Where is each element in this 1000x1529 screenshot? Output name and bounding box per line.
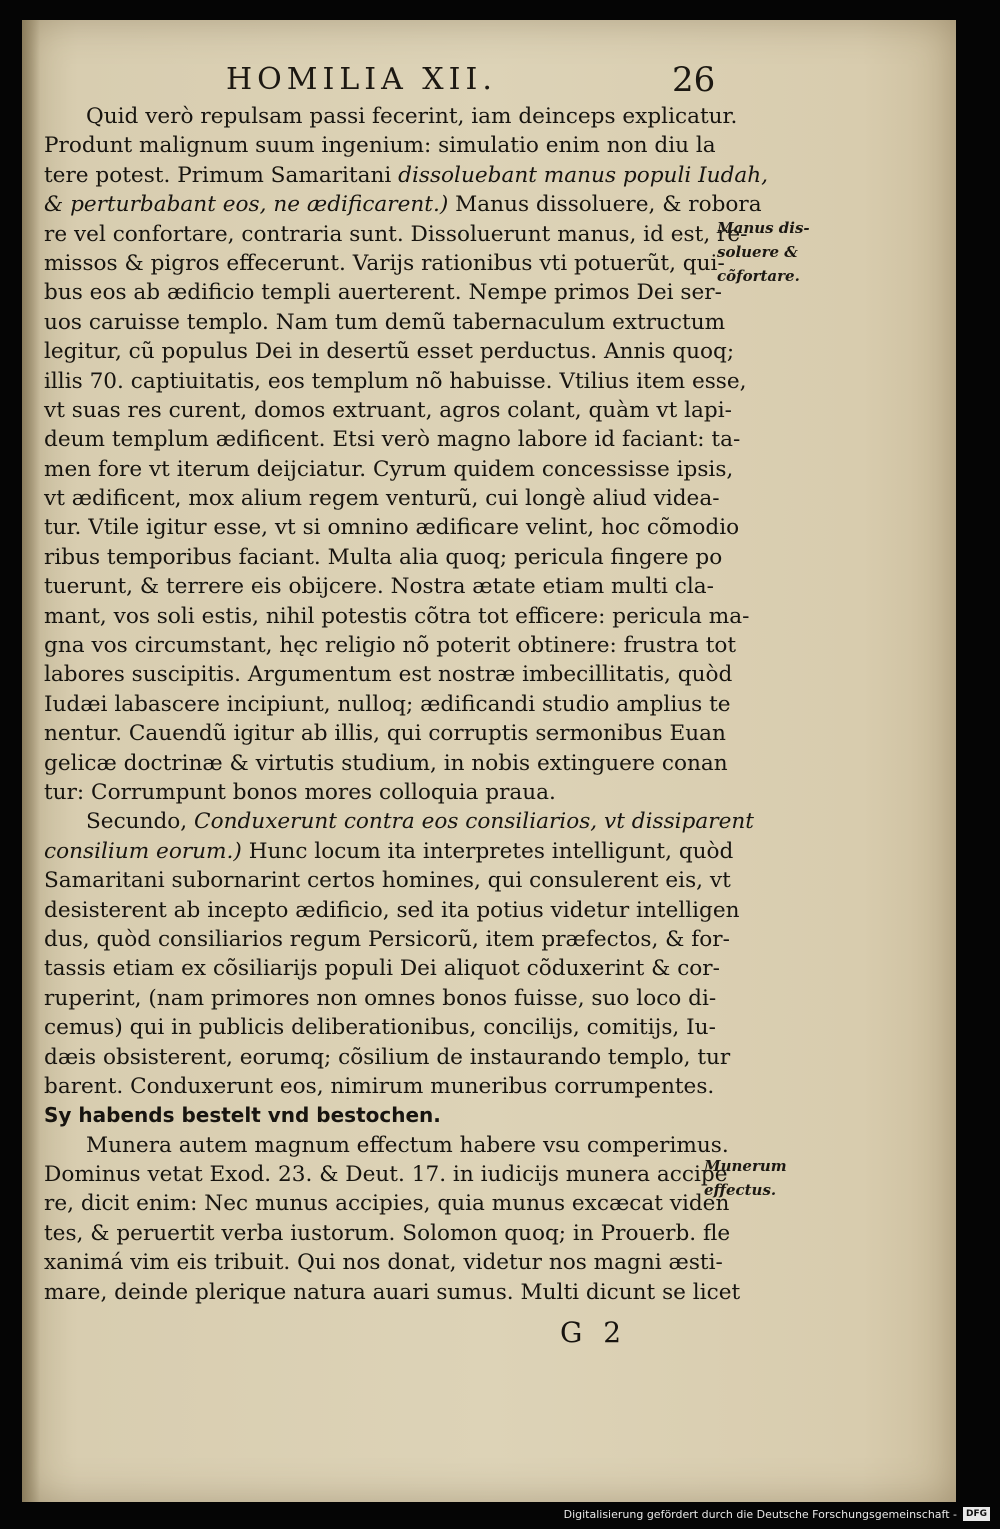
digitization-footer [564,1505,990,1523]
text-line [44,102,738,131]
text-line [44,778,734,807]
text-line [44,602,750,631]
text-segment: tuerunt, & terrere eis obijcere. Nostra ætate etiam multi cla- [44,574,714,600]
text-line [44,1278,741,1307]
text-segment: mant, vos soli estis, nihil potestis cõtra tot efficere: pericula ma- [44,603,750,629]
text-segment: dus, quòd consiliarios regum Persicorũ, item præfectos, & for- [44,926,730,952]
running-head: HOMILIA XII. [226,62,497,97]
text-line [44,484,734,513]
text-line [44,455,734,484]
text-segment: Secundo, [86,809,195,835]
text-segment: Produnt malignum suum ingenium: simulatio enim non diu la [44,133,716,159]
text-segment: tur. Vtile igitur esse, vt si omnino ædificare velint, hoc cõmodio [44,515,740,541]
book-page [22,20,956,1502]
text-segment: tassis etiam ex cõsiliarijs populi Dei aliquot cõduxerint & cor- [44,956,720,982]
text-segment: xanimá vim eis tribuit. Qui nos donat, videtur nos magni æsti- [44,1250,723,1276]
text-line [44,220,748,249]
text-segment: Dominus vetat Exod. 23. & Deut. 17. in iudicijs munera accipe [44,1162,728,1188]
text-segment: bus eos ab ædificio templi auerterent. Nempe primos Dei ser- [44,280,722,306]
dfg-logo: DFG [963,1507,990,1521]
text-segment: vt suas res curent, domos extruant, agros colant, quàm vt lapi- [44,397,732,423]
text-line [44,367,747,396]
text-segment: tere potest. Primum Samaritani [44,162,399,188]
text-segment: consilium eorum.) [44,838,242,864]
text-segment: Manus dissoluere, & robora [448,192,762,218]
text-line [44,1160,734,1189]
text-segment: uos caruisse templo. Nam tum demũ tabernaculum extructum [44,309,726,335]
text-segment: mare, deinde plerique natura auari sumus. Multi dicunt se licet [44,1279,741,1305]
text-segment: Munera autem magnum effectum habere vsu comperimus. [86,1132,729,1158]
text-line [44,543,734,572]
text-segment: gelicæ doctrinæ & virtutis studium, in nobis extinguere conan [44,750,728,776]
text-segment: illis 70. captiuitatis, eos templum nõ habuisse. Vtilius item esse, [44,368,747,394]
text-line [44,131,734,160]
text-segment: Conduxerunt contra eos consiliarios, vt dissiparent [194,809,754,835]
text-line [44,1248,734,1277]
text-line [44,337,734,366]
page-number: 26 [672,60,716,100]
text-segment: missos & pigros effecerunt. Varijs rationibus vti potuerũt, qui- [44,250,725,276]
margin-note-line: soluere & [717,243,798,261]
text-segment: re vel confortare, contraria sunt. Dissoluerunt manus, id est, re- [44,221,748,247]
text-line [44,807,754,836]
margin-note-line: Manus dis- [717,219,810,237]
text-line [44,1219,734,1248]
text-segment: Quid verò repulsam passi fecerint, iam deinceps explicatur. [86,104,738,129]
text-line [44,1013,734,1042]
text-segment: & perturbabant eos, ne ædificarent.) [44,192,449,218]
text-line [44,278,734,307]
text-line [44,837,734,866]
text-segment: dæis obsisterent, eorumq; cõsilium de instaurando templo, tur [44,1044,731,1070]
text-segment: labores suscipitis. Argumentum est nostræ imbecillitatis, quòd [44,662,733,688]
text-line [44,896,740,925]
margin-note-munerum [704,1154,834,1202]
text-segment: nentur. Cauendũ igitur ab illis, qui corruptis sermonibus Euan [44,721,726,747]
text-segment: Sy habends bestelt vnd bestochen. [44,1103,441,1128]
text-segment: tur: Corrumpunt bonos mores colloquia praua. [44,779,556,805]
text-line [44,690,734,719]
text-line [44,572,734,601]
text-line [44,396,734,425]
text-segment: gna vos circumstant, hęc religio nõ poterit obtinere: frustra tot [44,633,737,659]
text-line [44,190,762,219]
signature-mark: G 2 [560,1316,628,1349]
text-line [44,249,734,278]
text-line [44,1131,734,1160]
text-segment: ribus temporibus faciant. Multa alia quoq; pericula fingere po [44,544,723,570]
text-segment: tes, & peruertit verba iustorum. Solomon quoq; in Prouerb. fle [44,1220,731,1246]
text-line [44,660,734,689]
text-line [44,513,740,542]
page-gutter-shadow [22,20,40,1502]
text-segment: dissoluebant manus populi Iudah, [398,162,769,188]
footer-text: Digitalisierung gefördert durch die Deutsche Forschungsgemeinschaft - [563,1507,957,1521]
text-segment: ruperint, (nam primores non omnes bonos fuisse, suo loco di- [44,985,717,1011]
text-line [44,954,734,983]
text-line [44,925,734,954]
text-segment: re, dicit enim: Nec munus accipies, quia munus excæcat viden [44,1191,730,1217]
text-segment: cemus) qui in publicis deliberationibus, concilijs, comitijs, Iu- [44,1015,716,1041]
text-line [44,984,734,1013]
text-line [44,631,737,660]
margin-note-line: effectus. [704,1181,777,1199]
margin-note-line: cõfortare. [717,267,800,285]
text-segment: deum templum ædificent. Etsi verò magno labore id faciant: ta- [44,427,741,453]
margin-note-line: Munerum [704,1157,787,1175]
text-segment: Hunc locum ita interpretes intelligunt, quòd [241,838,734,864]
margin-note-manus [717,216,847,288]
text-line [44,1072,734,1101]
text-segment: vt ædificent, mox alium regem venturũ, cui longè aliud videa- [44,486,720,512]
text-line [44,1101,734,1130]
text-line [44,1189,734,1218]
text-line [44,308,734,337]
text-segment: desisterent ab incepto ædificio, sed ita potius videtur intelligen [44,897,740,923]
text-line [44,719,734,748]
text-segment: legitur, cũ populus Dei in desertũ esset perductus. Annis quoq; [44,339,735,365]
text-line [44,1043,734,1072]
text-segment: Iudæi labascere incipiunt, nulloq; ædificandi studio amplius te [44,691,731,717]
text-line [44,866,734,895]
text-segment: barent. Conduxerunt eos, nimirum muneribus corrumpentes. [44,1073,715,1099]
text-line [44,749,734,778]
text-segment: men fore vt iterum deijciatur. Cyrum quidem concessisse ipsis, [44,456,734,482]
text-segment: Samaritani subornarint certos homines, qui consulerent eis, vt [44,868,731,894]
text-line [44,425,741,454]
text-line [44,161,769,190]
